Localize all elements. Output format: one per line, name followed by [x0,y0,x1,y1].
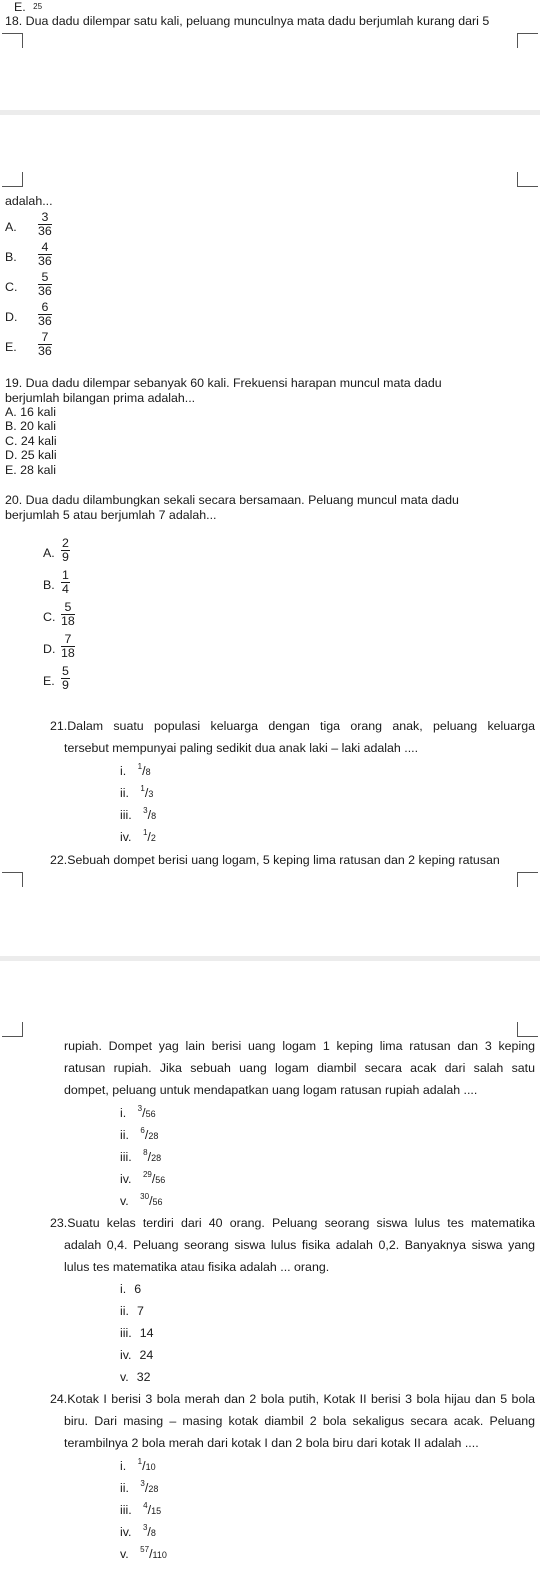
option-label: iii. [120,1503,132,1517]
option-c[interactable]: C. 24 kali [5,434,57,448]
question-23-text-1: 23.Suatu kelas terdiri dari 40 orang. Peluang seorang siswa lulus tes matematika [50,1216,535,1230]
page-corner-mark [2,872,23,887]
option-label: i. [120,1459,127,1473]
numerator: 1 [62,568,69,582]
numerator: 2 [62,536,69,550]
option-label: iv. [120,1172,132,1186]
numerator: 5 [38,271,52,285]
option-label: D. [5,310,18,324]
option-value: 6 [134,1282,142,1296]
option-iv[interactable]: iv. $^{29}$/56 [120,1169,166,1186]
option-i[interactable]: i. $^3$/56 [120,1103,156,1120]
question-20-line-1: 20. Dua dadu dilambungkan sekali secara bersamaan. Peluang muncul mata dadu [5,493,459,507]
option-label: iii. [120,808,132,822]
page-corner-mark [2,33,23,48]
question-22-line-1: 22.Sebuah dompet berisi uang logam, 5 keping lima ratusan dan 2 keping ratusan [50,853,500,867]
option-iv[interactable]: iv. $^3$/8 [120,1522,156,1539]
denominator: 28 [148,1131,159,1141]
option-label: E. [5,340,17,354]
numerator: 57 [140,1544,150,1554]
option-label: iv. [120,830,132,844]
option-label: B. [5,250,17,264]
denominator: 18 [61,646,75,660]
denominator: 36 [38,284,52,298]
option-v[interactable]: v. $^{30}$/56 [120,1191,163,1208]
prev-option-label: E. [14,0,26,14]
question-20-line-2: berjumlah 5 atau berjumlah 7 adalah... [5,508,217,522]
page-corner-mark [517,172,538,187]
fraction [61,665,70,692]
question-24-text-1: 24.Kotak I berisi 3 bola merah dan 2 bola putih, Kotak II berisi 3 bola hijau dan 5 bola [50,1392,535,1406]
option-label: i. [120,764,127,778]
option-label: C. [43,610,56,624]
option-value: 24 [139,1348,154,1362]
option-ii[interactable]: ii. $^3$/28 [120,1478,159,1495]
option-iii[interactable]: iii. $^8$/28 [120,1147,162,1164]
question-19-line-2: berjumlah bilangan prima adalah... [5,391,196,405]
option-e[interactable]: E. 28 kali [5,463,56,477]
denominator: 56 [155,1175,166,1185]
option-label: ii. [120,1481,129,1495]
denominator: 2 [150,833,156,843]
question-23-line-2 [64,1238,535,1253]
numerator: 5 [61,601,75,615]
option-label: iii. [120,1326,132,1340]
option-label: ii. [120,786,129,800]
question-24-line-1 [50,1392,535,1407]
fraction [38,331,52,358]
denominator: 56 [152,1197,163,1207]
question-22-line-3 [64,1061,535,1076]
option-ii[interactable]: ii. $^6$/28 [120,1125,159,1142]
denominator: 56 [145,1109,156,1119]
denominator: 36 [38,344,52,358]
numerator: 8 [143,1147,148,1157]
fraction [38,241,52,268]
question-18-line-1: 18. Dua dadu dilempar satu kali, peluang munculnya mata dadu berjumlah kurang dari 5 [5,14,490,28]
option-v[interactable] [120,1370,151,1384]
denominator: 10 [145,1462,156,1472]
option-iii[interactable] [120,1326,154,1340]
option-v[interactable]: v. $^{57}$/110 [120,1544,167,1561]
numerator: 3 [143,805,148,815]
numerator: 3 [38,211,52,225]
option-label: iv. [120,1348,132,1362]
option-label: iv. [120,1525,132,1539]
fraction [38,301,52,328]
numerator: 6 [38,301,52,315]
fraction [38,271,52,298]
option-label: A. [5,220,17,234]
question-21-line-1 [50,719,535,734]
numerator: 3 [140,1478,145,1488]
numerator: 30 [140,1191,150,1201]
denominator: 28 [151,1153,162,1163]
page-corner-mark [517,33,538,48]
question-21-text-1: 21.Dalam suatu populasi keluarga dengan tiga orang anak, peluang keluarga [50,719,535,733]
question-23-text-2: adalah 0,4. Peluang seorang siswa lulus fisika adalah 0,2. Banyaknya siswa yang [64,1238,535,1252]
question-24-line-3: terambilnya 2 bola merah dari kotak I dan 2 bola biru dari kotak II adalah .... [64,1436,479,1450]
question-18-line-2: adalah... [5,194,53,208]
option-d[interactable]: D. 25 kali [5,448,57,462]
option-a[interactable]: A. 16 kali [5,405,56,419]
denominator: 4 [62,582,69,596]
question-22-text-2: rupiah. Dompet yag lain berisi uang logam 1 keping lima ratusan dan 3 keping [64,1039,535,1053]
option-value: 32 [136,1370,151,1384]
denominator: 9 [62,550,69,564]
option-ii[interactable]: ii. $^1$/3 [120,783,154,800]
option-label: v. [120,1370,129,1384]
option-iv[interactable] [120,1348,153,1362]
question-19-line-1: 19. Dua dadu dilempar sebanyak 60 kali. Frekuensi harapan muncul mata dadu [5,376,442,390]
option-value: 7 [136,1304,144,1318]
denominator: 18 [61,614,75,628]
option-label: v. [120,1547,129,1561]
option-value: 14 [139,1326,154,1340]
fraction [61,537,70,564]
option-label: i. [120,1282,127,1296]
numerator: 6 [140,1125,145,1135]
question-24-text-2: biru. Dari masing – masing kotak diambil 2 bola sekaligus secara acak. Peluang [64,1414,535,1428]
numerator: 1 [137,761,143,771]
option-label: E. [43,674,55,688]
question-22-text-3: ratusan rupiah. Jika sebuah uang logam diambil secara acak dari salah satu [64,1061,535,1075]
denominator: 36 [38,314,52,328]
option-iii[interactable]: iii. $^4$/15 [120,1500,162,1517]
option-label: A. [43,546,55,560]
numerator: 5 [62,664,69,678]
prev-option-remnant [14,0,42,14]
numerator: 4 [143,1500,148,1510]
option-i[interactable] [120,1282,141,1296]
option-label: B. [43,578,55,592]
denominator: 28 [148,1484,159,1494]
option-i[interactable]: i. $^1$/10 [120,1456,156,1473]
page-corner-mark [2,172,23,187]
fraction [61,601,75,628]
fraction [61,633,75,660]
option-iii[interactable]: iii. $^3$/8 [120,805,157,822]
denominator: 36 [38,254,52,268]
denominator: 15 [151,1506,162,1516]
page-break-divider [0,110,540,115]
denominator: 36 [38,224,52,238]
prev-option-value: 25 [33,2,43,11]
option-label: D. [43,642,56,656]
denominator: 110 [152,1550,167,1560]
numerator: 4 [38,241,52,255]
denominator: 8 [145,767,151,777]
numerator: 7 [61,633,75,647]
numerator: 7 [38,331,52,345]
numerator: 1 [142,827,148,837]
option-i[interactable]: i. $^1$/8 [120,761,151,778]
numerator: 3 [142,1522,148,1532]
fraction [61,569,70,596]
question-22-line-4: dompet, peluang untuk mendapatkan uang logam ratusan rupiah adalah .... [64,1083,478,1097]
option-b[interactable]: B. 20 kali [5,419,56,433]
numerator: 3 [137,1103,143,1113]
denominator: 3 [148,789,154,799]
page-corner-mark [517,1022,538,1037]
option-label: iii. [120,1150,132,1164]
denominator: 9 [62,678,69,692]
numerator: 29 [142,1169,152,1179]
page-break-divider [0,956,540,961]
option-label: ii. [120,1128,129,1142]
page-corner-mark [517,872,538,887]
option-label: i. [120,1106,127,1120]
numerator: 1 [137,1456,143,1466]
question-21-line-2: tersebut mempunyai paling sedikit dua anak laki – laki adalah .... [64,741,419,755]
page-corner-mark [2,1022,23,1037]
question-23-line-3: lulus tes matematika atau fisika adalah ... orang. [64,1260,330,1274]
question-23-line-1 [50,1216,535,1231]
option-iv[interactable]: iv. $^1$/2 [120,827,156,844]
option-label: ii. [120,1304,129,1318]
option-ii[interactable] [120,1304,144,1318]
denominator: 8 [151,811,157,821]
question-24-line-2 [64,1414,535,1429]
option-label: C. [5,280,18,294]
fraction [38,211,52,238]
option-label: v. [120,1194,129,1208]
question-22-line-2 [64,1039,535,1054]
numerator: 1 [140,783,145,793]
denominator: 8 [150,1528,156,1538]
